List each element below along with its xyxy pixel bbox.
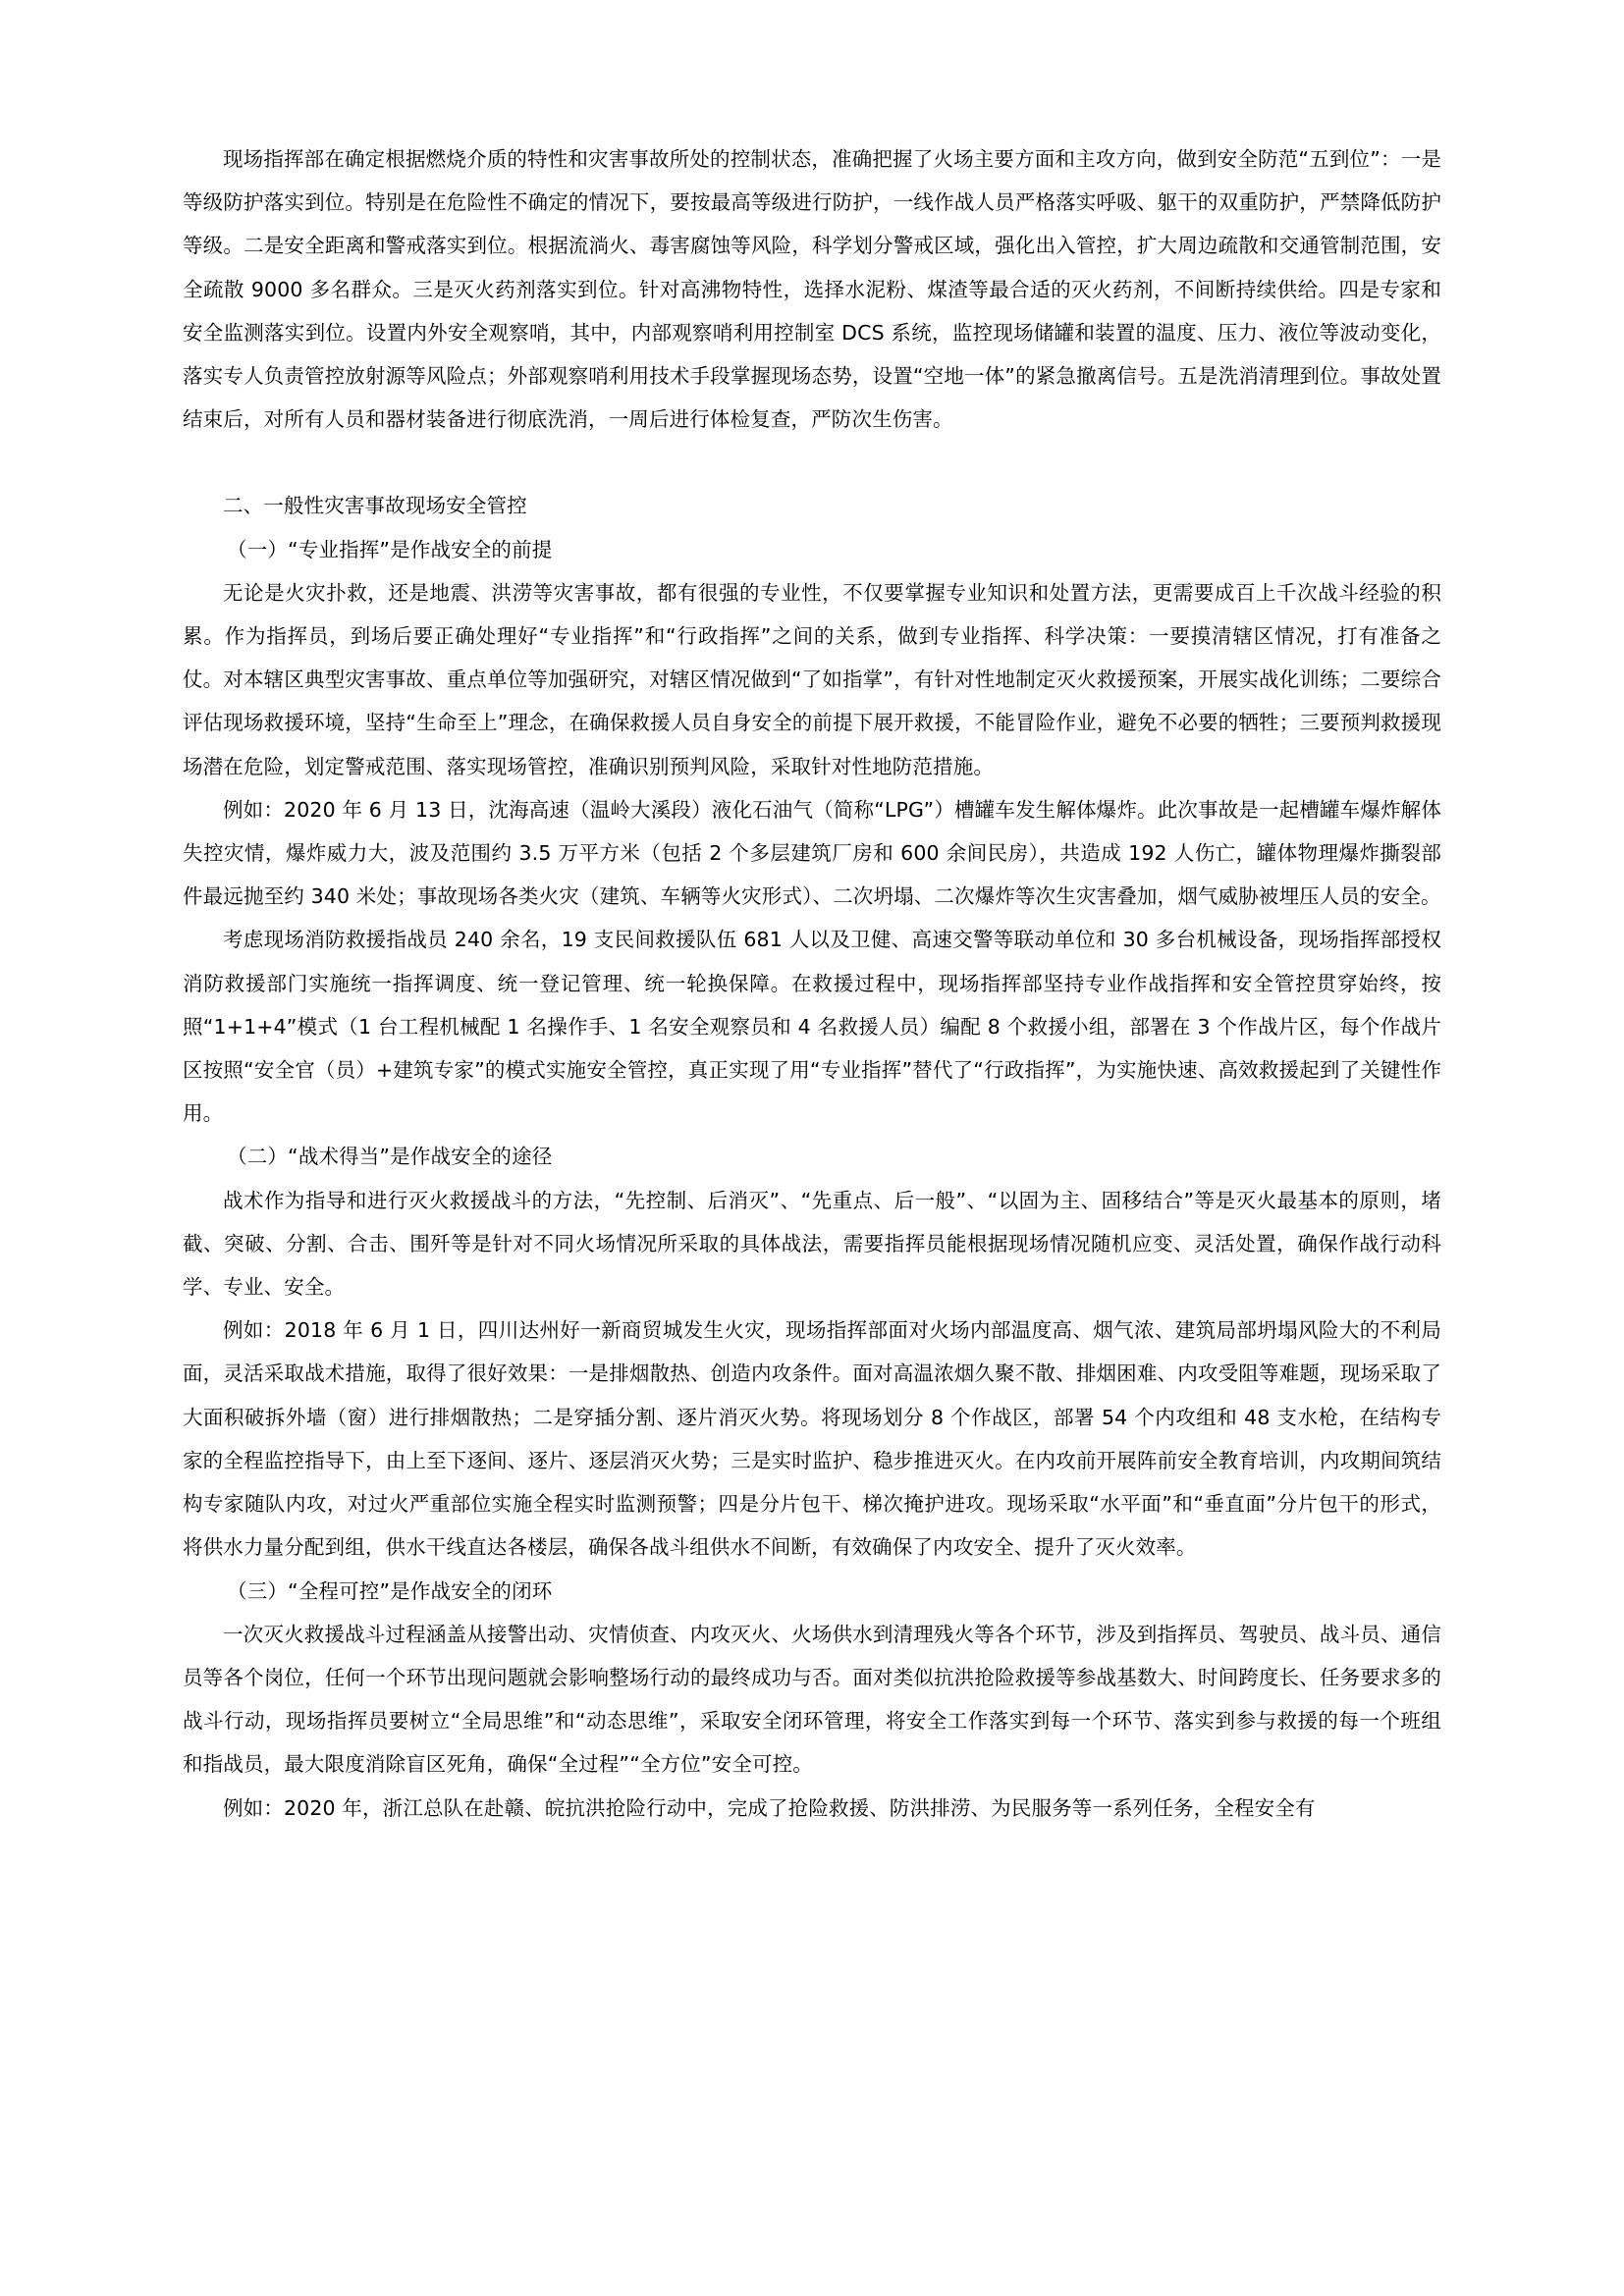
section-heading-general-disaster-control: 二、一般性灾害事故现场安全管控 xyxy=(223,494,527,518)
paragraph-professional-command: 无论是火灾扑救，还是地震、洪涝等灾害事故，都有很强的专业性，不仅要掌握专业知识和处置方法，更需要成百上千次战斗经验的积累。作为指挥员，到场后要正确处理好“专业指挥”和“行政指挥”之间的关系，做到专业指挥、科学决策：一要摸清辖区情况，打有准备之仗。对本辖区典型灾害事故、重点单位等加强研究，对辖区情况做到“了如指掌”，有针对性地制定灭火救援预案，开展实战化训练；二要综合评估现场救援环境，坚持“生命至上”理念，在确保救援人员自身安全的前提下展开救援，不能冒险作业，避免不必要的牺牲；三要预判救援现场潜在危险，划定警戒范围、落实现场管控，准确识别预判风险，采取针对性地防范措施。 xyxy=(183,580,1441,778)
document-body xyxy=(183,137,1441,1830)
subsection-heading-tactics: （二）“战术得当”是作战安全的途径 xyxy=(227,1145,553,1169)
paragraph-spacer xyxy=(183,441,1441,484)
subsection-heading-professional-command: （一）“专业指挥”是作战安全的前提 xyxy=(227,537,553,561)
subsection-heading-full-process-control: （三）“全程可控”是作战安全的闭环 xyxy=(227,1578,553,1603)
paragraph-rescue-deployment: 考虑现场消防救援指战员 240 余名，19 支民间救援队伍 681 人以及卫健、高速交警等联动单位和 30 多台机械设备，现场指挥部授权消防救援部门实施统一指挥调度、统一登记管理、统一轮换保障。在救援过程中，现场指挥部坚持专业作战指挥和安全管控贯穿始终，按照“1+1+4”模式（1 台工程机械配 1 名操作手、1 名安全观察员和 4 名救援人员）编配 8 个救援小组，部署在 3 个作战片区，每个作战片区按照“安全官（员）+建筑专家”的模式实施安全管控，真正实现了用“专业指挥”替代了“行政指挥”，为实施快速、高效救援起到了关键性作用。 xyxy=(183,928,1441,1126)
paragraph-example-zhejiang-2020: 例如：2020 年，浙江总队在赴赣、皖抗洪抢险行动中，完成了抢险救援、防洪排涝、为民服务等一系列任务，全程安全有 xyxy=(223,1795,1316,1820)
paragraph-full-process-control: 一次灭火救援战斗过程涵盖从接警出动、灾情侦查、内攻灭火、火场供水到清理残火等各个环节，涉及到指挥员、驾驶员、战斗员、通信员等各个岗位，任何一个环节出现问题就会影响整场行动的最终成功与否。面对类似抗洪抢险救援等参战基数大、时间跨度长、任务要求多的战斗行动，现场指挥员要树立“全局思维”和“动态思维”，采取安全闭环管理，将安全工作落实到每一个环节、落实到参与救援的每一个班组和指战员，最大限度消除盲区死角，确保“全过程”“全方位”安全可控。 xyxy=(183,1622,1441,1777)
paragraph-tactics: 战术作为指导和进行灭火救援战斗的方法，“先控制、后消灭”、“先重点、后一般”、“以固为主、固移结合”等是灭火最基本的原则，堵截、突破、分割、合击、围歼等是针对不同火场情况所采取的具体战法，需要指挥员能根据现场情况随机应变、灵活处置，确保作战行动科学、专业、安全。 xyxy=(183,1188,1441,1300)
paragraph-onsite-command-five-in-place: 现场指挥部在确定根据燃烧介质的特性和灾害事故所处的控制状态，准确把握了火场主要方面和主攻方向，做到安全防范“五到位”：一是等级防护落实到位。特别是在危险性不确定的情况下，要按最高等级进行防护，一线作战人员严格落实呼吸、躯干的双重防护，严禁降低防护等级。二是安全距离和警戒落实到位。根据流淌火、毒害腐蚀等风险，科学划分警戒区域，强化出入管控，扩大周边疏散和交通管制范围，安全疏散 9000 多名群众。三是灭火药剂落实到位。针对高沸物特性，选择水泥粉、煤渣等最合适的灭火药剂，不间断持续供给。四是专家和安全监测落实到位。设置内外安全观察哨，其中，内部观察哨利用控制室 DCS 系统，监控现场储罐和装置的温度、压力、液位等波动变化，落实专人负责管控放射源等风险点；外部观察哨利用技术手段掌握现场态势，设置“空地一体”的紧急撤离信号。五是洗消清理到位。事故处置结束后，对所有人员和器材装备进行彻底洗消，一周后进行体检复查，严防次生伤害。 xyxy=(183,147,1441,432)
paragraph-example-lpg-2020: 例如：2020 年 6 月 13 日，沈海高速（温岭大溪段）液化石油气（简称“LPG”）槽罐车发生解体爆炸。此次事故是一起槽罐车爆炸解体失控灾情，爆炸威力大，波及范围约 3.5 万平方米（包括 2 个多层建筑厂房和 600 余间民房），共造成 192 人伤亡，罐体物理爆炸撕裂部件最远抛至约 340 米处；事故现场各类火灾（建筑、车辆等火灾形式）、二次坍塌、二次爆炸等次生灾害叠加，烟气威胁被埋压人员的安全。 xyxy=(183,797,1441,909)
paragraph-example-dazhou-2018: 例如：2018 年 6 月 1 日，四川达州好一新商贸城发生火灾，现场指挥部面对火场内部温度高、烟气浓、建筑局部坍塌风险大的不利局面，灵活采取战术措施，取得了很好效果：一是排烟散热、创造内攻条件。面对高温浓烟久聚不散、排烟困难、内攻受阻等难题，现场采取了大面积破拆外墙（窗）进行排烟散热；二是穿插分割、逐片消灭火势。将现场划分 8 个作战区，部署 54 个内攻组和 48 支水枪，在结构专家的全程监控指导下，由上至下逐间、逐片、逐层消灭火势；三是实时监护、稳步推进灭火。在内攻前开展阵前安全教育培训，内攻期间筑结构专家随队内攻，对过火严重部位实施全程实时监测预警；四是分片包干、梯次掩护进攻。现场采取“水平面”和“垂直面”分片包干的形式，将供水力量分配到组，供水干线直达各楼层，确保各战斗组供水不间断，有效确保了内攻安全、提升了灭火效率。 xyxy=(183,1318,1441,1560)
